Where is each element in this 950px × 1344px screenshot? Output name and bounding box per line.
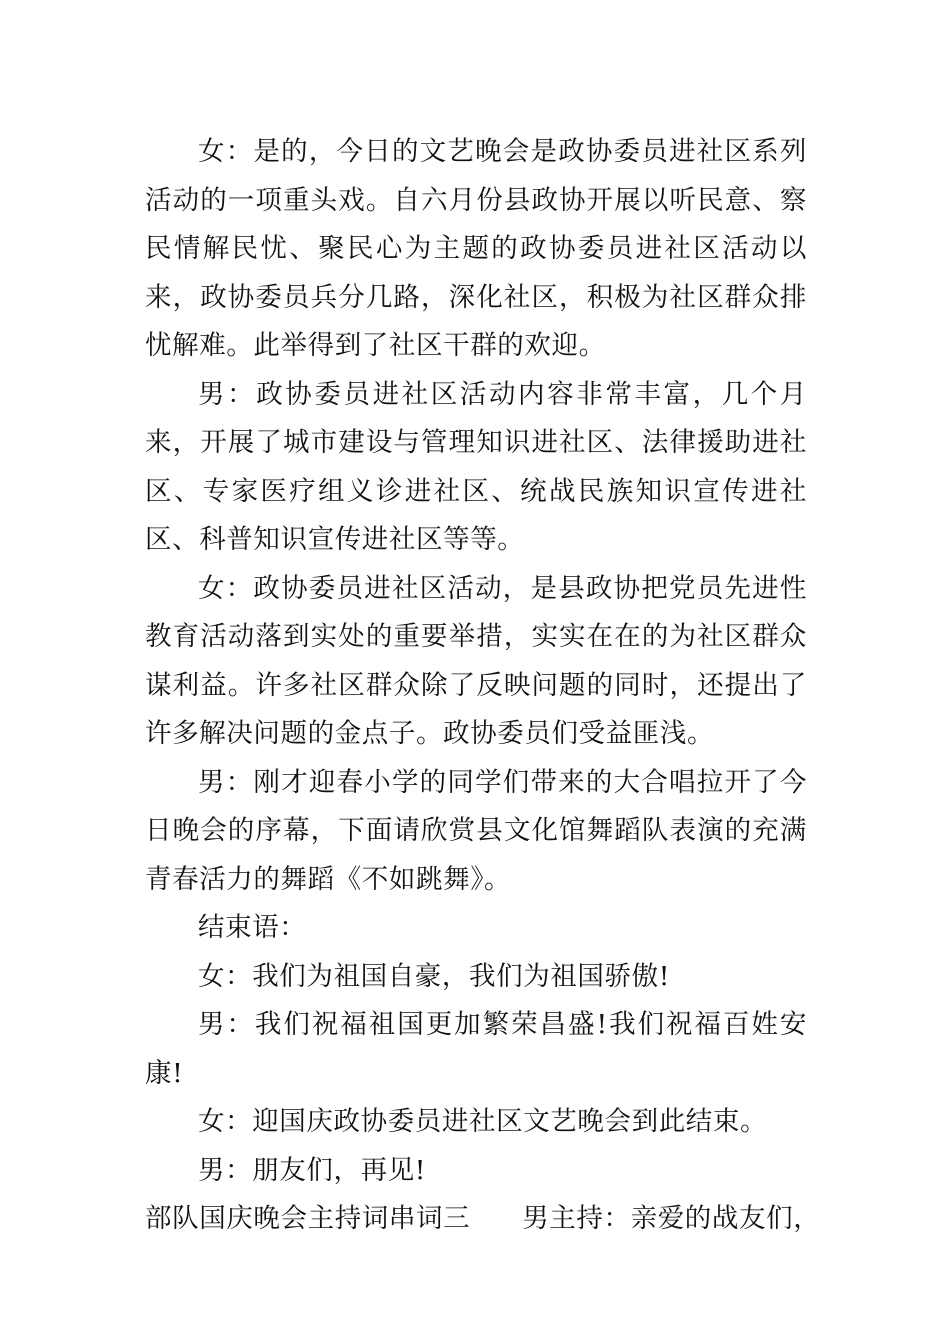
- closing-heading: 结束语：: [198, 912, 307, 943]
- paragraph-female-measures: 女：政协委员进社区活动，是县政协把党员先进性教育活动落到实处的重要举措，实实在在的为社区群众谋利益。许多社区群众除了反映问题的同时，还提出了许多解决问题的金点子。政协委员们受益匪浅。: [145, 572, 807, 749]
- document-body: [145, 128, 821, 1244]
- closing-line-female-proud: 女：我们为祖国自豪，我们为祖国骄傲!: [198, 960, 670, 992]
- closing-line-male-blessing: 男：我们祝福祖国更加繁荣昌盛!我们祝福百姓安康!: [145, 1009, 807, 1089]
- next-section-line: [145, 1195, 821, 1244]
- paragraph-female-intro: 女：是的，今日的文艺晚会是政协委员进社区系列活动的一项重头戏。自六月份县政协开展以听民意、察民情解民忧、聚民心为主题的政协委员进社区活动以来，政协委员兵分几路，深化社区，积极为社区群众排忧解难。此举得到了社区干群的欢迎。: [145, 136, 807, 361]
- next-section-title: 部队国庆晚会主持词串词三: [145, 1203, 471, 1234]
- paragraph-male-activities: 男：政协委员进社区活动内容非常丰富，几个月来，开展了城市建设与管理知识进社区、法律援助进社区、专家医疗组义诊进社区、统战民族知识宣传进社区、科普知识宣传进社区等等。: [145, 378, 807, 555]
- closing-line-male-goodbye: 男：朋友们，再见!: [198, 1154, 427, 1186]
- paragraph-male-dance: 男：刚才迎春小学的同学们带来的大合唱拉开了今日晚会的序幕，下面请欣赏县文化馆舞蹈队表演的充满青春活力的舞蹈《不如跳舞》。: [145, 766, 807, 895]
- next-section-opening: 男主持：亲爱的战友们，: [522, 1203, 821, 1234]
- closing-line-female-end: 女：迎国庆政协委员进社区文艺晚会到此结束。: [198, 1106, 768, 1137]
